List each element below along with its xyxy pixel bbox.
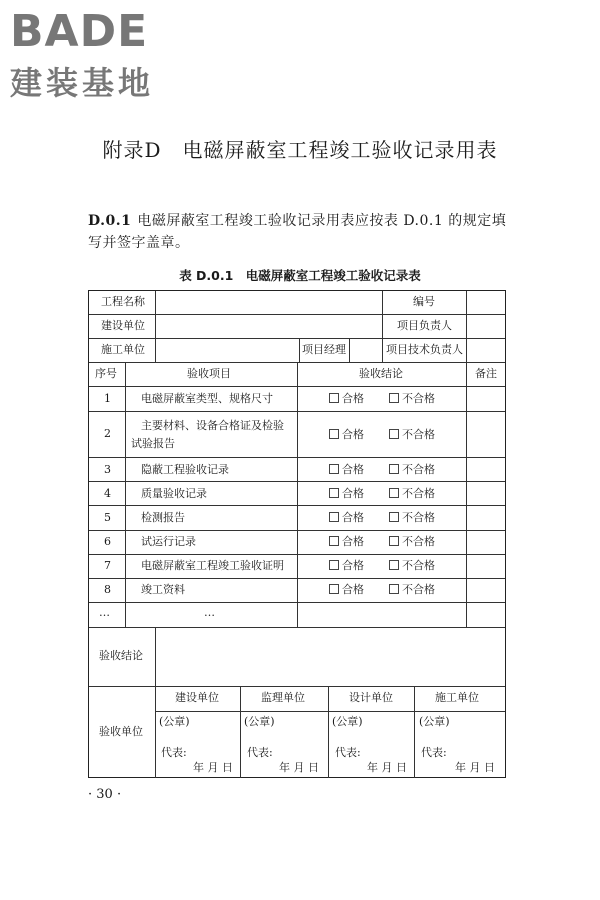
row-item: 电磁屏蔽室类型、规格尺寸 <box>141 392 273 405</box>
checkbox-icon <box>329 536 339 546</box>
checkbox-fail[interactable]: 不合格 <box>389 428 435 442</box>
seal-label: (公章) <box>419 715 450 728</box>
checkbox-fail[interactable]: 不合格 <box>389 511 435 525</box>
logo-subtitle: 建装基地 <box>10 64 155 102</box>
row-num: 4 <box>104 487 111 500</box>
row-item-ellipsis: … <box>204 606 215 619</box>
seal-label: (公章) <box>159 715 190 728</box>
table-caption: 表 D.0.1 电磁屏蔽室工程竣工验收记录表 <box>179 268 421 283</box>
checkbox-icon <box>329 488 339 498</box>
checkbox-icon <box>389 429 399 439</box>
checkbox-fail[interactable]: 不合格 <box>389 463 435 477</box>
sign-unit-builder: 施工单位 <box>435 691 479 704</box>
row-item-line1: 主要材料、设备合格证及检验 <box>141 419 284 432</box>
checkbox-icon <box>329 512 339 522</box>
label-project-manager: 项目经理 <box>302 343 346 356</box>
logo-wordmark: BADE <box>10 6 149 57</box>
row-num: 8 <box>104 583 111 596</box>
checkbox-icon <box>389 536 399 546</box>
checkbox-pass[interactable]: 合格 <box>329 535 364 549</box>
row-item: 隐蔽工程验收记录 <box>141 463 229 476</box>
row-num: 6 <box>104 535 111 548</box>
checkbox-icon <box>329 464 339 474</box>
row-num: 5 <box>104 511 111 524</box>
checkbox-pass[interactable]: 合格 <box>329 583 364 597</box>
checkbox-icon <box>389 560 399 570</box>
acceptance-record-table <box>88 290 506 778</box>
row-num-ellipsis: … <box>99 606 110 619</box>
checkbox-pass[interactable]: 合格 <box>329 487 364 501</box>
checkbox-fail[interactable]: 不合格 <box>389 392 435 406</box>
clause-paragraph <box>88 210 508 254</box>
checkbox-icon <box>329 560 339 570</box>
rep-label: 代表: <box>421 746 447 759</box>
checkbox-pass[interactable]: 合格 <box>329 511 364 525</box>
date-label: 年 月 日 <box>367 761 407 774</box>
row-item: 试运行记录 <box>141 535 196 548</box>
rep-label: 代表: <box>161 746 187 759</box>
sign-unit-supervision: 监理单位 <box>261 691 305 704</box>
seal-label: (公章) <box>244 715 275 728</box>
checkbox-fail[interactable]: 不合格 <box>389 559 435 573</box>
checkbox-pass[interactable]: 合格 <box>329 463 364 477</box>
row-item: 电磁屏蔽室工程竣工验收证明 <box>141 559 284 572</box>
col-conclusion: 验收结论 <box>359 367 403 380</box>
clause-text: 电磁屏蔽室工程竣工验收记录用表应按表 D.0.1 的规定填写并签字盖章。 <box>88 213 507 251</box>
row-num: 7 <box>104 559 111 572</box>
row-num: 2 <box>104 427 111 440</box>
clause-number: D.0.1 <box>88 213 132 229</box>
sign-unit-construction: 建设单位 <box>175 691 219 704</box>
checkbox-pass[interactable]: 合格 <box>329 559 364 573</box>
checkbox-icon <box>389 464 399 474</box>
row-item: 竣工资料 <box>141 583 185 596</box>
seal-label: (公章) <box>332 715 363 728</box>
label-builder-unit: 施工单位 <box>101 343 145 356</box>
date-label: 年 月 日 <box>193 761 233 774</box>
appendix-title: 附录D 电磁屏蔽室工程竣工验收记录用表 <box>102 138 498 162</box>
label-project-lead: 项目负责人 <box>397 319 452 332</box>
checkbox-icon <box>389 584 399 594</box>
date-label: 年 月 日 <box>279 761 319 774</box>
bade-logo <box>10 8 154 104</box>
checkbox-fail[interactable]: 不合格 <box>389 583 435 597</box>
rep-label: 代表: <box>335 746 361 759</box>
label-acceptance-conclusion: 验收结论 <box>99 649 143 662</box>
sign-unit-design: 设计单位 <box>349 691 393 704</box>
label-code: 编号 <box>413 295 435 308</box>
checkbox-icon <box>329 584 339 594</box>
checkbox-fail[interactable]: 不合格 <box>389 535 435 549</box>
row-num: 1 <box>104 392 111 405</box>
checkbox-icon <box>389 512 399 522</box>
checkbox-icon <box>389 488 399 498</box>
page-number: · 30 · <box>88 787 122 802</box>
label-acceptance-units: 验收单位 <box>99 725 143 738</box>
checkbox-icon <box>389 393 399 403</box>
checkbox-fail[interactable]: 不合格 <box>389 487 435 501</box>
row-item: 质量验收记录 <box>141 487 207 500</box>
checkbox-icon <box>329 393 339 403</box>
checkbox-pass[interactable]: 合格 <box>329 392 364 406</box>
row-item-line2: 试验报告 <box>131 437 175 450</box>
checkbox-pass[interactable]: 合格 <box>329 428 364 442</box>
row-item: 检测报告 <box>141 511 185 524</box>
col-seq: 序号 <box>95 367 117 380</box>
label-project-name: 工程名称 <box>101 295 145 308</box>
label-construction-unit: 建设单位 <box>101 319 145 332</box>
row-num: 3 <box>104 463 111 476</box>
label-tech-lead: 项目技术负责人 <box>386 343 463 356</box>
date-label: 年 月 日 <box>455 761 495 774</box>
col-remark: 备注 <box>475 367 497 380</box>
col-item: 验收项目 <box>187 367 231 380</box>
rep-label: 代表: <box>247 746 273 759</box>
checkbox-icon <box>329 429 339 439</box>
